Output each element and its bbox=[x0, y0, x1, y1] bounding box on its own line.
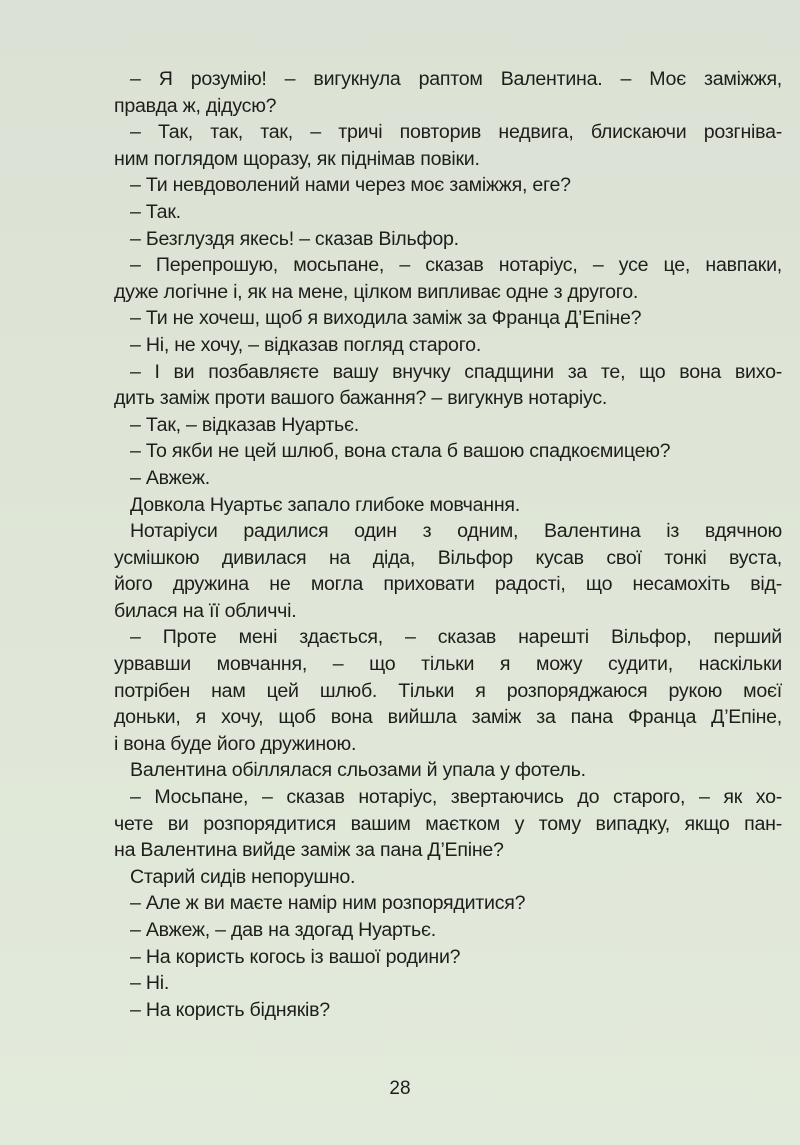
text-line: – Авжеж, – дав на здогад Нуартьє. bbox=[130, 919, 436, 941]
text-line: – То якби не цей шлюб, вона стала б вашою спадкоємицею? bbox=[130, 440, 671, 463]
text-line: Нотаріуси радилися один з одним, Валентина із вдячною bbox=[130, 520, 782, 543]
text-line: Валентина обіллялася сльозами й упала у фотель. bbox=[130, 759, 586, 782]
text-line: – Так. bbox=[130, 200, 181, 223]
text-line: – І ви позбавляєте вашу внучку спадщини за те, що вона вихо- bbox=[130, 360, 782, 383]
text-line: і вона буде його дружиною. bbox=[114, 732, 357, 755]
text-line: дуже логічне і, як на мене, цілком випливає одне з другого. bbox=[114, 280, 639, 303]
text-line: чете ви розпорядитися вашим маєтком у тому випадку, якщо пан- bbox=[114, 812, 782, 835]
text-line: – Ти невдоволений нами через моє заміжжя, еге? bbox=[130, 174, 571, 197]
text-line: Довкола Нуартьє запало глибоке мовчання. bbox=[130, 493, 520, 516]
page-number: 28 bbox=[389, 1078, 411, 1099]
text-line: його дружина не могла приховати радості, що несамохіть від- bbox=[114, 573, 782, 596]
text-line: – Проте мені здається, – сказав нарешті Вільфор, перший bbox=[130, 626, 782, 649]
text-line: билася на її обличчі. bbox=[114, 599, 297, 622]
text-line: – Авжеж. bbox=[130, 466, 210, 489]
text-line: – Але ж ви маєте намір ним розпорядитися? bbox=[130, 892, 526, 915]
text-line: – Мосьпане, – сказав нотаріус, звертаючись до старого, – як хо- bbox=[130, 786, 782, 809]
book-page-text bbox=[114, 66, 782, 1023]
text-line: – Перепрошую, мосьпане, – сказав нотаріус, – усе це, навпаки, bbox=[130, 254, 782, 277]
text-line: – Ти не хочеш, щоб я виходила заміж за Франца Д’Епіне? bbox=[130, 307, 642, 330]
text-line: усмішкою дивилася на діда, Вільфор кусав свої тонкі вуста, bbox=[114, 546, 782, 569]
text-line: потрібен нам цей шлюб. Тільки я розпоряджаюся рукою моєї bbox=[114, 679, 782, 702]
text-line: – Ні. bbox=[130, 972, 170, 995]
text-line: – Так, так, так, – тричі повторив недвига, блискаючи розгніва- bbox=[130, 121, 782, 144]
text-line: урвавши мовчання, – що тільки я можу судити, наскільки bbox=[114, 653, 782, 676]
text-line: ним поглядом щоразу, як піднімав повіки. bbox=[114, 147, 480, 170]
text-line: – Безглуздя якесь! – сказав Вільфор. bbox=[130, 227, 459, 250]
text-line: доньки, я хочу, щоб вона вийшла заміж за пана Франца Д’Епіне, bbox=[114, 706, 782, 729]
text-line: – На користь когось із вашої родини? bbox=[130, 945, 461, 968]
text-line: – Я розумію! – вигукнула раптом Валентина. – Моє заміжжя, bbox=[130, 68, 782, 90]
text-line: – Так, – відказав Нуартьє. bbox=[130, 413, 359, 436]
text-line: – На користь бідняків? bbox=[130, 998, 330, 1021]
text-line: правда ж, дідусю? bbox=[114, 94, 277, 117]
text-line: Старий сидів непорушно. bbox=[130, 865, 356, 888]
text-line: дить заміж проти вашого бажання? – вигукнув нотаріус. bbox=[114, 387, 608, 410]
text-line: – Ні, не хочу, – відказав погляд старого. bbox=[130, 333, 482, 356]
text-line: на Валентина вийде заміж за пана Д’Епіне? bbox=[114, 839, 504, 862]
